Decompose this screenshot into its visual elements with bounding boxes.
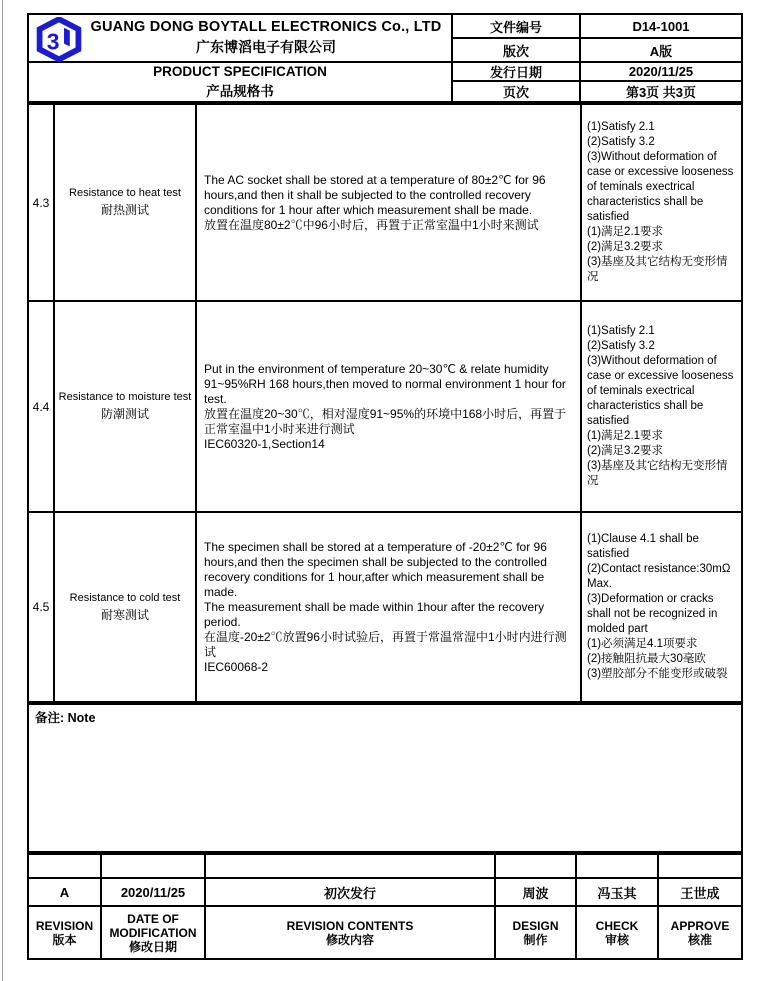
note-label: 备注: Note (35, 711, 96, 725)
test-criteria: (1)Satisfy 2.1 (2)Satisfy 3.2 (3)Without deformation of case or excessive looseness of teminals exectrical characteristics shall be satisfied (1)满足2.1要求 (2)满足3.2要求 (3)基座及其它结构无变形情况 (582, 105, 741, 302)
test-description: The specimen shall be stored at a temperature of -20±2℃ for 96 hours,and then the specimen shall be subjected to the controlled recovery conditions for 1 hour,after which measurement shall be made. The measurement shall be made within 1hour after the recovery period. 在温度-20±2℃放置96小时试验后，再置于常温常湿中1小时内进行测试 IEC60068-2 (197, 513, 582, 701)
test-item (55, 513, 197, 701)
issue-date-value: 2020/11/25 (581, 63, 741, 82)
company-name-cn: 广东博滔电子有限公司 (196, 39, 336, 55)
revision-check-value: 冯玉其 (577, 879, 659, 907)
test-item-cn: 耐热测试 (100, 203, 149, 217)
test-criteria: (1)Clause 4.1 shall be satisfied (2)Contact resistance:30mΩ Max. (3)Deformation or cracks shall not be recognized in molded part (1)必须满足4.1项要求 (2)接触阻抗最大30毫欧 (3)塑胶部分不能变形或破裂 (587, 533, 731, 680)
revision-empty-cell (496, 855, 577, 879)
revision-contents-value: 初次发行 (206, 879, 496, 907)
document-header (27, 13, 743, 103)
revision-rev-value: A (29, 879, 102, 907)
test-item (55, 105, 197, 302)
edition-value: A版 (581, 39, 741, 63)
test-no: 4.4 (29, 302, 55, 513)
test-no: 4.5 (29, 513, 55, 701)
doc-title-en: PRODUCT SPECIFICATION (153, 64, 327, 79)
test-item-cn: 防潮测试 (100, 407, 149, 421)
test-item-cn: 耐寒测试 (100, 607, 149, 622)
revision-empty-cell (206, 855, 496, 879)
revision-check-header: CHECK 审核 (577, 907, 659, 958)
revision-design-value: 周波 (496, 879, 577, 907)
revision-design-header: DESIGN 制作 (496, 907, 577, 958)
note-box (27, 703, 743, 853)
svg-text:3: 3 (46, 28, 60, 55)
revision-empty-cell (29, 855, 102, 879)
company-name-en: GUANG DONG BOYTALL ELECTRONICS Co., LTD (90, 19, 442, 35)
test-item-en: Resistance to heat test (69, 187, 181, 199)
test-criteria: (1)Satisfy 2.1 (2)Satisfy 3.2 (3)Without deformation of case or excessive looseness of teminals exectrical characteristics shall be satisfied (1)满足2.1要求 (2)满足3.2要求 (3)基座及其它结构无变形情况 (582, 302, 741, 513)
test-item-en: Resistance to cold test (69, 591, 181, 604)
revision-date-header: DATE OF MODIFICATION 修改日期 (102, 907, 206, 958)
page-number-label: 页次 (453, 82, 581, 101)
doc-number-value: D14-1001 (581, 15, 741, 39)
revision-empty-cell (102, 855, 206, 879)
company-block (29, 15, 453, 63)
revision-contents-header: REVISION CONTENTS 修改内容 (206, 907, 496, 958)
test-item-en: Resistance to moisture test (58, 391, 192, 403)
revision-table (27, 853, 743, 960)
revision-empty-cell (577, 855, 659, 879)
test-description: Put in the environment of temperature 20~30℃ & relate humidity 91~95%RH 168 hours,then moved to normal environment 1 hour for test. 放置在温度20~30℃，相对湿度91~95%的环境中168小时后，再置于正常室温中1小时来进行测试 IEC60320-1,Section14 (197, 302, 582, 513)
revision-approve-value: 王世成 (659, 879, 741, 907)
test-no: 4.3 (29, 105, 55, 302)
revision-empty-cell (659, 855, 741, 879)
test-item (55, 302, 197, 513)
doc-title-block (29, 63, 453, 101)
scan-edge-artifact (2, 0, 3, 981)
revision-approve-header: APPROVE 核准 (670, 918, 730, 947)
page-number-value: 第3页 共3页 (625, 85, 697, 100)
company-logo-icon (36, 17, 82, 63)
doc-title-cn: 产品规格书 (206, 84, 274, 99)
edition-label: 版次 (453, 39, 581, 63)
revision-rev-header: REVISION 版本 (29, 907, 102, 958)
issue-date-label: 发行日期 (453, 63, 581, 82)
test-spec-table (27, 103, 743, 703)
doc-number-label: 文件编号 (453, 15, 581, 39)
test-description: The AC socket shall be stored at a temperature of 80±2℃ for 96 hours,and then it shall be subjected to the controlled recovery conditions for 1 hour after which measurement shall be made. 放置在温度80±2℃中96小时后，再置于正常室温中1小时来测试 (197, 105, 582, 302)
revision-date-value: 2020/11/25 (102, 879, 206, 907)
